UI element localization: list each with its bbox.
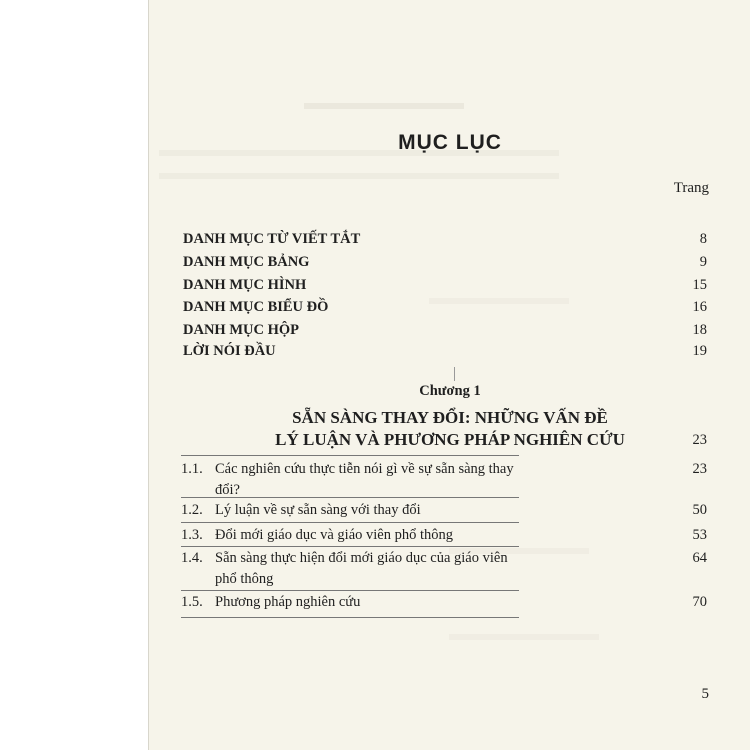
section-page: 70 [692, 594, 707, 610]
section-title: Sẵn sàng thực hiện đổi mới giáo dục của giáo viên phổ thông [215, 550, 508, 587]
section-page: 23 [692, 461, 707, 477]
page-title: MỤC LỤC [398, 131, 502, 154]
section-number: 1.4. [181, 550, 203, 566]
section-number: 1.5. [181, 594, 203, 610]
section-number: 1.3. [181, 527, 203, 543]
section-title: Phương pháp nghiên cứu [215, 594, 361, 610]
section-page: 50 [692, 502, 707, 518]
book-page [148, 0, 750, 750]
section-divider [181, 546, 519, 547]
show-through-line [304, 103, 464, 109]
toc-entry-page: 16 [692, 299, 707, 315]
chapter-page: 23 [692, 432, 707, 448]
toc-entry-label: LỜI NÓI ĐẦU [183, 343, 276, 359]
section-title: Lý luận về sự sẵn sàng với thay đổi [215, 502, 421, 518]
chapter-label: Chương 1 [419, 383, 481, 399]
toc-entry-page: 8 [699, 231, 707, 247]
toc-entry-label: DANH MỤC BIỂU ĐỒ [183, 299, 329, 315]
section-title: Các nghiên cứu thực tiễn nói gì về sự sẵn sàng thay đổi? [215, 461, 514, 498]
section-page: 53 [692, 527, 707, 543]
chapter-title-line: LÝ LUẬN VÀ PHƯƠNG PHÁP NGHIÊN CỨU [275, 430, 625, 449]
section-number: 1.2. [181, 502, 203, 518]
toc-entry-page: 19 [692, 343, 707, 359]
toc-entry-label: DANH MỤC BẢNG [183, 254, 310, 270]
section-divider [181, 497, 519, 498]
toc-entry-label: DANH MỤC HỘP [183, 322, 299, 338]
show-through-line [449, 634, 599, 640]
section-number: 1.1. [181, 461, 203, 477]
section-page: 64 [692, 550, 707, 566]
page-column-header: Trang [673, 180, 709, 196]
section-divider [181, 617, 519, 618]
toc-entry-page: 9 [699, 254, 707, 270]
print-mark [454, 367, 455, 381]
chapter-title-line: SẴN SÀNG THAY ĐỔI: NHỮNG VẤN ĐỀ [292, 408, 608, 427]
section-title: Đổi mới giáo dục và giáo viên phổ thông [215, 527, 454, 543]
section-divider [181, 522, 519, 523]
show-through-line [159, 173, 559, 179]
toc-entry-label: DANH MỤC TỪ VIẾT TẮT [183, 231, 361, 247]
page-number: 5 [701, 686, 709, 702]
section-divider [181, 590, 519, 591]
section-divider [181, 455, 519, 456]
toc-entry-page: 18 [692, 322, 707, 338]
toc-entry-page: 15 [692, 277, 707, 293]
toc-entry-label: DANH MỤC HÌNH [183, 277, 307, 293]
